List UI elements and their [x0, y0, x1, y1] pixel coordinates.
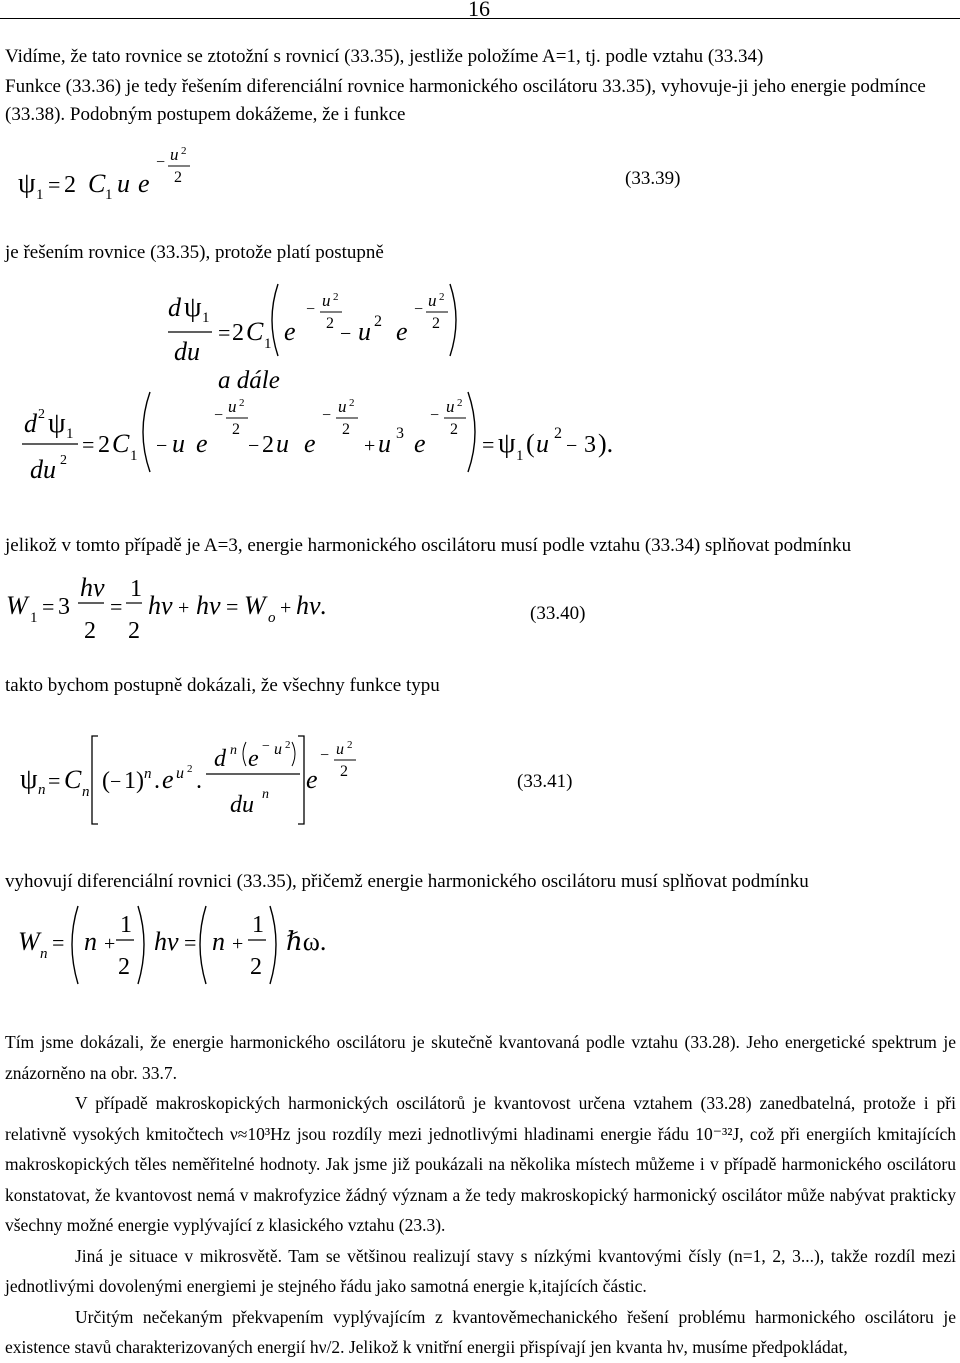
- svg-text:2: 2: [60, 453, 67, 468]
- svg-text:+: +: [232, 933, 244, 955]
- svg-text:u: u: [336, 741, 344, 758]
- svg-text:+: +: [178, 597, 190, 619]
- svg-text:.: .: [154, 768, 160, 794]
- svg-text:2: 2: [118, 954, 130, 980]
- svg-text:−: −: [320, 747, 330, 764]
- svg-text:n: n: [212, 927, 225, 956]
- equation-33-41: [0, 730, 480, 835]
- svg-text:C: C: [246, 317, 264, 346]
- svg-text:du: du: [230, 792, 254, 818]
- svg-text:2: 2: [457, 397, 463, 409]
- svg-text:hν: hν: [196, 591, 221, 620]
- svg-text:du: du: [30, 455, 56, 484]
- svg-text:=: =: [82, 432, 95, 457]
- svg-text:=: =: [52, 930, 65, 955]
- svg-text:−: −: [156, 435, 168, 457]
- svg-text:1): 1): [124, 768, 144, 794]
- svg-text:hν: hν: [154, 927, 179, 956]
- svg-text:u: u: [446, 397, 455, 416]
- svg-text:2: 2: [554, 425, 562, 442]
- svg-text:ψ: ψ: [20, 764, 38, 795]
- svg-text:+: +: [364, 435, 376, 457]
- equation-33-40: [0, 570, 400, 655]
- svg-text:1: 1: [264, 336, 272, 352]
- svg-text:=: =: [110, 594, 123, 619]
- svg-text:W: W: [18, 927, 40, 956]
- svg-text:+: +: [104, 933, 116, 955]
- svg-text:n: n: [82, 784, 90, 800]
- intro-line-3: (33.38). Podobným postupem dokážeme, že i funkce: [5, 104, 406, 125]
- svg-text:2: 2: [347, 739, 353, 751]
- svg-text:2: 2: [84, 618, 96, 644]
- svg-text:u: u: [117, 169, 130, 198]
- svg-text:C: C: [88, 169, 106, 198]
- svg-text:C: C: [112, 429, 130, 458]
- svg-text:2: 2: [432, 315, 440, 332]
- text-after-derivatives: jelikož v tomto případě je A=3, energie harmonického oscilátoru musí podle vztahu (33.34) splňovat podmínku: [5, 535, 852, 556]
- svg-text:u: u: [172, 429, 185, 458]
- svg-text:2: 2: [374, 313, 382, 330]
- svg-text:d: d: [168, 293, 181, 322]
- intro-line-1: Vidíme, že tato rovnice se ztotožní s rovnicí (33.35), jestliže položíme A=1, tj. podle vztahu (33.34): [5, 46, 764, 67]
- svg-text:o: o: [268, 610, 276, 626]
- svg-text:−: −: [306, 301, 316, 318]
- paragraph-spectrum: Tím jsme dokázali, že energie harmonického oscilátoru je skutečně kvantovaná podle vztahu (33.28). Jeho energetické spektrum je znázorněno na obr. 33.7.: [5, 1032, 956, 1083]
- svg-text:2: 2: [326, 315, 334, 332]
- svg-text:−: −: [214, 407, 224, 424]
- svg-text:1: 1: [120, 912, 132, 938]
- svg-text:2: 2: [181, 145, 187, 157]
- svg-text:(: (: [102, 768, 110, 794]
- svg-text:2: 2: [232, 421, 240, 438]
- svg-text:2: 2: [64, 172, 76, 198]
- svg-text:−: −: [110, 771, 122, 793]
- svg-text:=: =: [42, 594, 55, 619]
- svg-text:e: e: [248, 746, 259, 772]
- svg-text:2: 2: [232, 320, 244, 346]
- svg-text:du: du: [174, 337, 200, 366]
- svg-text:2: 2: [239, 397, 245, 409]
- svg-text:u: u: [276, 429, 289, 458]
- svg-text:ψ: ψ: [184, 292, 202, 323]
- svg-text:u: u: [322, 291, 331, 310]
- svg-text:u: u: [176, 765, 184, 782]
- svg-text:e: e: [162, 765, 174, 794]
- svg-text:−: −: [414, 301, 424, 318]
- svg-text:hν: hν: [148, 591, 173, 620]
- svg-text:3: 3: [584, 432, 596, 458]
- svg-text:2: 2: [128, 618, 140, 644]
- svg-text:e: e: [304, 429, 316, 458]
- svg-text:2: 2: [349, 397, 355, 409]
- svg-text:2: 2: [262, 432, 274, 458]
- svg-text:ℏω.: ℏω.: [286, 927, 327, 956]
- equation-number-33-41: (33.41): [517, 771, 573, 792]
- svg-text:=: =: [482, 432, 495, 457]
- svg-text:1: 1: [202, 310, 210, 326]
- svg-text:e: e: [306, 765, 318, 794]
- equation-energy-levels: [0, 900, 400, 995]
- svg-text:u: u: [428, 291, 437, 310]
- svg-text:2: 2: [98, 432, 110, 458]
- svg-text:=: =: [226, 594, 239, 619]
- svg-text:).: ).: [598, 429, 614, 458]
- text-after-33-40: takto bychom postupně dokázali, že všechny funkce typu: [5, 675, 440, 696]
- svg-text:n: n: [230, 743, 237, 758]
- svg-text:C: C: [64, 765, 82, 794]
- svg-text:e: e: [138, 169, 150, 198]
- svg-text:=: =: [218, 320, 231, 345]
- svg-text:2: 2: [38, 407, 45, 422]
- svg-text:e: e: [396, 317, 408, 346]
- svg-text:n: n: [144, 766, 152, 782]
- svg-text:1: 1: [516, 448, 524, 464]
- equation-number-33-39: (33.39): [625, 168, 681, 189]
- svg-text:hν: hν: [80, 573, 105, 602]
- body-text: [5, 1027, 956, 1363]
- svg-text:1: 1: [30, 610, 38, 626]
- svg-text:=: =: [48, 172, 61, 197]
- svg-text:2: 2: [439, 291, 445, 303]
- svg-text:ψ: ψ: [498, 428, 516, 459]
- svg-text:2: 2: [333, 291, 339, 303]
- svg-text:u: u: [536, 429, 549, 458]
- svg-text:2: 2: [450, 421, 458, 438]
- svg-text:ψ: ψ: [18, 168, 36, 199]
- svg-text:hν.: hν.: [296, 591, 328, 620]
- svg-text:1: 1: [105, 187, 113, 203]
- intro-line-2: Funkce (33.36) je tedy řešením diferenciální rovnice harmonického oscilátoru 33.35), vyhovuje-ji jeho energie podmínce: [5, 76, 926, 97]
- svg-text:n: n: [262, 787, 269, 802]
- svg-text:u: u: [358, 317, 371, 346]
- svg-text:e: e: [414, 429, 426, 458]
- svg-text:e: e: [284, 317, 296, 346]
- svg-text:d: d: [24, 409, 37, 438]
- equation-33-39: [0, 140, 600, 215]
- svg-text:.: .: [196, 768, 202, 794]
- equation-number-33-40: (33.40): [530, 603, 586, 624]
- svg-text:1: 1: [36, 187, 44, 203]
- svg-text:u: u: [378, 429, 391, 458]
- svg-text:e: e: [196, 429, 208, 458]
- svg-text:−: −: [566, 435, 578, 457]
- paragraph-zero-point: Určitým nečekaným překvapením vyplývajícím z kvantověmechanického řešení problému harmonického oscilátoru je existence stavů charakterizovaných energií hν/2. Jelikož k vnitřní energii přispívají jen kvanta hν, musíme předpokládat,: [5, 1306, 956, 1357]
- svg-text:2: 2: [340, 763, 348, 780]
- svg-text:u: u: [170, 145, 179, 164]
- connector-a-dale: a dále: [218, 367, 280, 394]
- svg-text:−: −: [248, 435, 260, 457]
- svg-text:n: n: [84, 927, 97, 956]
- svg-text:1: 1: [130, 448, 138, 464]
- text-after-33-41: vyhovují diferenciální rovnici (33.35), přičemž energie harmonického oscilátoru musí splňovat podmínku: [5, 871, 809, 892]
- svg-text:2: 2: [250, 954, 262, 980]
- svg-text:W: W: [244, 591, 266, 620]
- equation-second-derivative: [20, 382, 640, 497]
- text-after-33-39: je řešením rovnice (33.35), protože platí postupně: [5, 242, 384, 263]
- svg-text:3: 3: [58, 594, 70, 620]
- svg-text:u: u: [274, 741, 282, 758]
- svg-text:d: d: [214, 746, 226, 772]
- svg-text:1: 1: [252, 912, 264, 938]
- svg-text:−: −: [430, 407, 440, 424]
- svg-text:=: =: [48, 768, 61, 793]
- paragraph-microworld: Jiná je situace v mikrosvětě. Tam se většinou realizují stavy s nízkými kvantovými čísly (n=1, 2, 3...), takže rozdíl mezi jednotlivými dovolenými energiemi je stejného řádu jako samotná energie k,itajících částic.: [5, 1245, 956, 1296]
- svg-text:−: −: [156, 154, 166, 171]
- svg-text:W: W: [6, 591, 28, 620]
- svg-text:u: u: [228, 397, 237, 416]
- header-rule: [0, 18, 960, 19]
- svg-text:n: n: [40, 946, 48, 962]
- svg-text:−: −: [322, 407, 332, 424]
- svg-text:u: u: [338, 397, 347, 416]
- svg-text:2: 2: [285, 739, 291, 751]
- svg-text:2: 2: [174, 169, 182, 186]
- svg-text:1: 1: [130, 576, 142, 602]
- svg-text:3: 3: [396, 425, 404, 442]
- svg-text:+: +: [280, 597, 292, 619]
- svg-text:−: −: [340, 323, 352, 345]
- svg-text:1: 1: [66, 426, 74, 442]
- page-number: 16: [468, 0, 490, 21]
- svg-text:(: (: [526, 429, 535, 458]
- svg-text:=: =: [184, 930, 197, 955]
- paragraph-macroscopic: V případě makroskopických harmonických oscilátorů je kvantovost určena vztahem (33.28) zanedbatelná, protože i při relativně vysokých kmitočtech ν≈10³Hz jsou rozdíly mezi jednotlivými hladinami energie řádu 10⁻³²J, což při energiích kmitajících makroskopických těles neměřitelné hodnoty. Jak jsme již poukázali na několika místech můžeme i v případě harmonického oscilátoru konstatovat, že kvantovost nemá v makrofyzice žádný význam a že tedy makroskopický harmonický oscilátor může nabývat prakticky všechny možné energie vyplývající z klasického vztahu (23.3).: [5, 1093, 956, 1235]
- svg-text:2: 2: [342, 421, 350, 438]
- svg-text:ψ: ψ: [48, 408, 66, 439]
- svg-text:−: −: [262, 739, 270, 754]
- svg-text:2: 2: [187, 763, 193, 775]
- svg-text:n: n: [38, 782, 46, 798]
